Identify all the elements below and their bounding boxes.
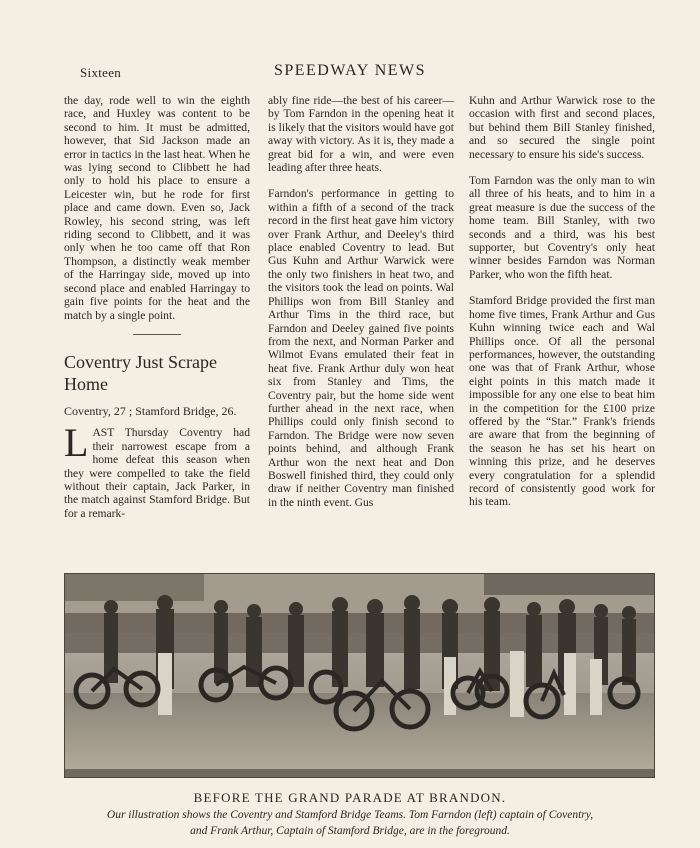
article-column-2	[268, 94, 454, 509]
paragraph	[64, 420, 250, 520]
paragraph-text: AST Thursday Coventry had their narrowest escape from a home defeat this season when they were compelled to take the field without their captain, Jack Parker, in the match against Stamford Bridge. But for a remark-	[64, 426, 250, 520]
paragraph: Stamford Bridge provided the first man home five times, Frank Arthur and Gus Kuhn winning twice each and Wal Phillips once. Of all the personal performances, however, the outstanding one was that of Frank Arthur, whose eight points in this match made it impossible for any one else to beat him in the competition for the £100 prize offered by the “Star.” Frank's friends are aware that from the beginning of the season he has set his heart on winning this prize, and he deserves every congratulation for a splendid record of consistently good work for his team.	[469, 294, 655, 509]
article-column-3	[469, 94, 655, 509]
paragraph: the day, rode well to win the eighth race, and Huxley was content to be second to him. It must be admitted, however, that Sid Jackson made an error in tactics in the last heat. When he was lying second to Clibbett he had only to hold his place to ensure a Leicester win, but he rode for first place and came down. Even so, Jack Rowley, his second string, was left riding second to Clibbett, and it was only when he too came off that Ron Thompson, a distinctly weak member of the Harringay side, moved up into second place and enabled Harringay to gain five points for the heat and the match by a single point.	[64, 94, 250, 322]
divider	[133, 334, 181, 335]
photo-caption-line: Our illustration shows the Coventry and Stamford Bridge Teams. Tom Farndon (left) captain of Coventry,	[106, 809, 594, 821]
score-line: Coventry, 27 ; Stamford Bridge, 26.	[64, 403, 237, 418]
article-column-1	[64, 94, 250, 520]
photo-caption-line: and Frank Arthur, Captain of Stamford Bridge, are in the foreground.	[190, 825, 510, 837]
paragraph: Farndon's performance in getting to within a fifth of a second of the track record in the first heat gave him victory over Frank Arthur, and Deeley's third place enabled Coventry to lead. But Gus Kuhn and Arthur Warwick were the only two finishers in heat two, and the visitors took the lead on points. Wal Phillips won from Bill Stanley and Arthur Tims in the third race, but Farndon and Deeley gained five points from the next, and Norman Parker and Wilmot Evans emulated their feat in heat five. Frank Arthur duly won heat six from Stanley and Tims, the Coventry pair, but the home side went further ahead in the next race, when Phillips could only finish second to Farndon. The Bridge were now seven points behind, and although Frank Arthur won the next heat and Don Boswell finished third, they could only draw if neither Coventry man finished in the ninth event. Gus	[268, 187, 454, 509]
team-photograph	[64, 573, 655, 778]
publication-title: SPEEDWAY NEWS	[273, 62, 427, 79]
photo-caption-title: BEFORE THE GRAND PARADE AT BRANDON.	[193, 790, 507, 805]
page-number: Sixteen	[80, 65, 122, 80]
drop-cap: L	[64, 420, 89, 466]
paragraph: Kuhn and Arthur Warwick rose to the occasion with first and second places, but behind them Bill Stanley finished, and so secured the single point necessary to ensure his side's success.	[469, 94, 655, 161]
paragraph: ably fine ride—the best of his career—by Tom Farndon in the opening heat it is likely that the visitors would have got away with victory. As it is, they made a great bid for a win, and were even leading after three heats.	[268, 94, 454, 175]
paragraph: Tom Farndon was the only man to win all three of his heats, and to him in a great measure is due the success of the home team. Bill Stanley, with two seconds and a third, was his best supporter, but Coventry's only heat winner besides Farndon was Norman Parker, who won the fifth heat.	[469, 174, 655, 281]
article-headline: Coventry Just Scrape Home	[64, 351, 217, 394]
photo-illustration	[64, 573, 655, 778]
page-header	[0, 62, 700, 82]
